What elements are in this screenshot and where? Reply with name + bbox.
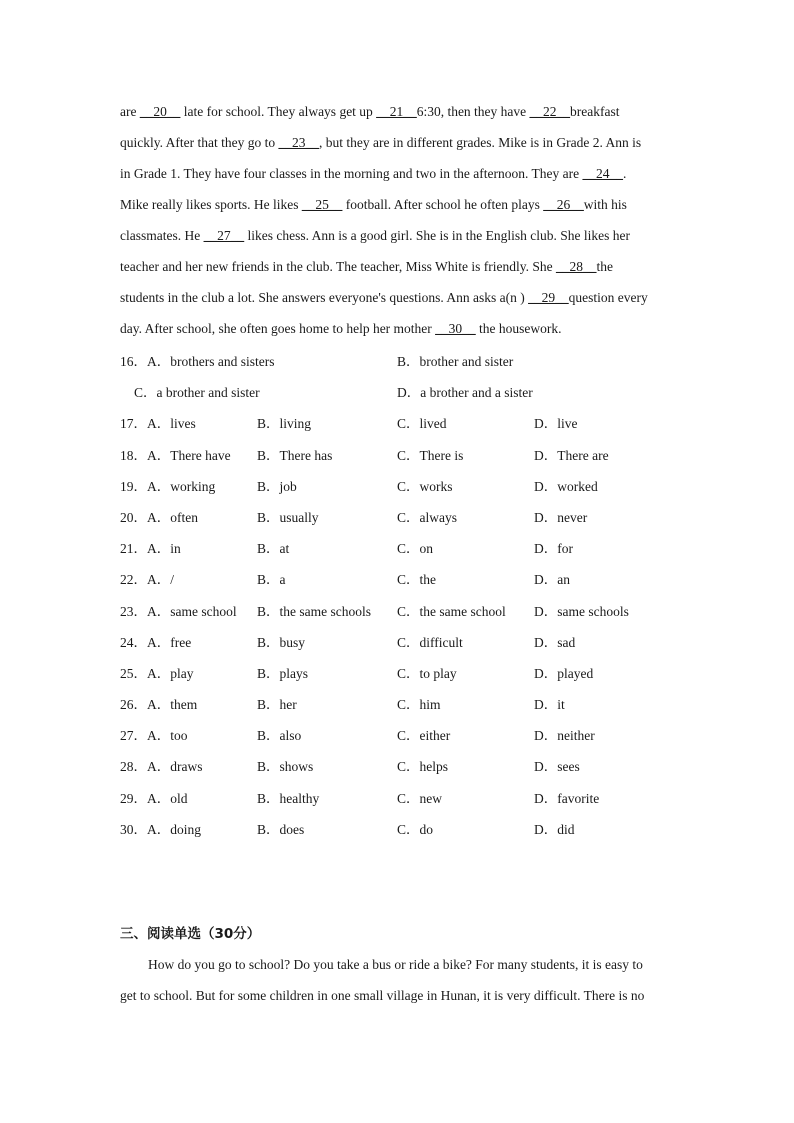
blank-number: __22__ bbox=[529, 104, 571, 119]
option-c: C．on bbox=[397, 541, 434, 557]
question-list bbox=[120, 350, 680, 849]
passage-text: quickly. After that they go to bbox=[120, 135, 279, 150]
question-row bbox=[120, 693, 680, 724]
cloze-passage bbox=[120, 100, 670, 348]
option-a: A．them bbox=[147, 697, 198, 713]
option-d: D．a brother and a sister bbox=[397, 385, 533, 401]
question-row bbox=[120, 475, 680, 506]
passage-text: students in the club a lot. She answers everyone's questions. Ann asks a(n ) bbox=[120, 290, 529, 305]
option-d: D．never bbox=[534, 509, 588, 525]
question-number-and-option-a bbox=[120, 755, 203, 779]
passage-text: breakfast bbox=[570, 104, 620, 119]
question-row bbox=[120, 537, 680, 568]
reading-line: How do you go to school? Do you take a bus or ride a bike? For many students, it is easy to bbox=[148, 957, 643, 972]
option-c: C．There is bbox=[397, 447, 464, 463]
option-c: C．the bbox=[397, 572, 436, 588]
question-number: 30． bbox=[120, 821, 147, 837]
passage-text: in Grade 1. They have four classes in the morning and two in the afternoon. They are bbox=[120, 166, 583, 181]
reading-passage bbox=[120, 953, 670, 1015]
passage-text: likes chess. Ann is a good girl. She is in the English club. She likes her bbox=[244, 228, 630, 243]
passage-line bbox=[120, 131, 670, 162]
option-a: A．doing bbox=[147, 821, 201, 837]
question-row bbox=[120, 818, 680, 849]
passage-line bbox=[120, 100, 670, 131]
passage-text: football. After school he often plays bbox=[342, 197, 544, 212]
passage-text: the housework. bbox=[475, 321, 562, 336]
option-d: D．neither bbox=[534, 728, 595, 744]
question-number-and-option-a bbox=[120, 444, 231, 468]
option-a: A．often bbox=[147, 509, 198, 525]
question-number-and-option-a bbox=[120, 600, 237, 624]
option-d: D．played bbox=[534, 665, 594, 681]
passage-text: late for school. They always get up bbox=[180, 104, 377, 119]
option-c: C．works bbox=[397, 478, 453, 494]
blank-number: __30__ bbox=[435, 321, 476, 336]
passage-line bbox=[120, 255, 670, 286]
question-row bbox=[120, 568, 680, 599]
question-row bbox=[120, 631, 680, 662]
option-a: A．play bbox=[147, 665, 194, 681]
option-c: C．either bbox=[397, 728, 451, 744]
blank-number: __29__ bbox=[528, 290, 569, 305]
passage-line bbox=[120, 317, 670, 348]
passage-text: with his bbox=[583, 197, 627, 212]
passage-text: , but they are in different grades. Mike is in Grade 2. Ann is bbox=[318, 135, 642, 150]
passage-text: are bbox=[120, 104, 140, 119]
question-number: 21． bbox=[120, 541, 147, 557]
question-number-and-option-a bbox=[120, 818, 201, 842]
question-number-and-option-a bbox=[120, 787, 188, 811]
question-number: 23． bbox=[120, 603, 147, 619]
question-row bbox=[120, 787, 680, 818]
passage-line bbox=[120, 193, 670, 224]
question-number: 25． bbox=[120, 665, 147, 681]
option-b: B．brother and sister bbox=[397, 354, 514, 369]
option-d: D．worked bbox=[534, 478, 598, 494]
option-b: B．shows bbox=[257, 759, 314, 775]
passage-line bbox=[120, 162, 670, 193]
question-row bbox=[120, 381, 680, 412]
question-number-and-option-a bbox=[120, 506, 198, 530]
option-d: D．favorite bbox=[534, 790, 600, 806]
option-d: D．did bbox=[534, 821, 575, 837]
passage-text: classmates. He bbox=[120, 228, 204, 243]
option-b: B．her bbox=[257, 697, 297, 713]
blank-number: __28__ bbox=[555, 259, 597, 274]
option-b: B．the same schools bbox=[257, 603, 371, 619]
option-a: A．old bbox=[147, 790, 188, 806]
option-b: B．does bbox=[257, 821, 305, 837]
option-a: A．brothers and sisters bbox=[147, 354, 275, 369]
option-b: B．healthy bbox=[257, 790, 320, 806]
option-d: D．sad bbox=[534, 634, 576, 650]
blank-number: __21__ bbox=[376, 104, 417, 119]
option-a: A．There have bbox=[147, 447, 231, 463]
question-row bbox=[120, 444, 680, 475]
question-number: 27． bbox=[120, 728, 147, 744]
option-c: C．helps bbox=[397, 759, 449, 775]
blank-number: __25__ bbox=[301, 197, 343, 212]
question-row bbox=[120, 724, 680, 755]
option-c: C．a brother and sister bbox=[134, 385, 260, 401]
passage-line bbox=[120, 224, 670, 255]
passage-text: Mike really likes sports. He likes bbox=[120, 197, 302, 212]
option-d: D．live bbox=[534, 416, 578, 432]
question-number-and-option-a bbox=[120, 568, 174, 592]
passage-line bbox=[120, 286, 670, 317]
option-a: A．working bbox=[147, 478, 216, 494]
question-number-and-option-a bbox=[120, 724, 188, 748]
question-row bbox=[120, 662, 680, 693]
passage-text: teacher and her new friends in the club. The teacher, Miss White is friendly. She bbox=[120, 259, 556, 274]
option-c: C．difficult bbox=[397, 634, 463, 650]
option-b: B．job bbox=[257, 478, 297, 494]
question-number-and-option-a bbox=[120, 662, 194, 686]
option-d: D．same schools bbox=[534, 603, 629, 619]
option-b: B．living bbox=[257, 416, 312, 432]
option-a: A．/ bbox=[147, 572, 174, 588]
question-number: 18． bbox=[120, 447, 147, 463]
option-a: A．too bbox=[147, 728, 188, 744]
option-c: C．new bbox=[397, 790, 442, 806]
question-row bbox=[120, 350, 680, 381]
option-b: B．also bbox=[257, 728, 302, 744]
blank-number: __26__ bbox=[543, 197, 584, 212]
question-row bbox=[120, 412, 680, 443]
passage-text: question every bbox=[568, 290, 648, 305]
passage-text: day. After school, she often goes home to help her mother bbox=[120, 321, 436, 336]
option-c: C．the same school bbox=[397, 603, 506, 619]
question-number: 29． bbox=[120, 790, 147, 806]
option-b: B．a bbox=[257, 572, 286, 588]
option-c: C．to play bbox=[397, 665, 457, 681]
blank-number: __24__ bbox=[582, 166, 623, 181]
question-number: 26． bbox=[120, 697, 147, 713]
option-a: A．in bbox=[147, 541, 181, 557]
option-d: D．sees bbox=[534, 759, 580, 775]
option-b: B．There has bbox=[257, 447, 333, 463]
passage-text: the bbox=[596, 259, 613, 274]
question-number-and-option-a bbox=[120, 350, 274, 374]
blank-number: __20__ bbox=[139, 104, 181, 119]
option-a: A．lives bbox=[147, 416, 196, 432]
option-a: A．same school bbox=[147, 603, 237, 619]
option-c: C．always bbox=[397, 509, 457, 525]
question-number: 19． bbox=[120, 478, 147, 494]
question-row bbox=[120, 506, 680, 537]
section-title: 三、阅读单选（30分） bbox=[120, 926, 261, 942]
question-number-and-option-a bbox=[120, 631, 191, 655]
question-row bbox=[120, 755, 680, 786]
question-number-and-option-a bbox=[120, 412, 196, 436]
question-number: 16． bbox=[120, 354, 147, 369]
option-d: D．for bbox=[534, 541, 573, 557]
option-c: C．do bbox=[397, 821, 434, 837]
option-b: B．busy bbox=[257, 634, 306, 650]
option-c: C．him bbox=[397, 697, 441, 713]
option-d: D．it bbox=[534, 697, 565, 713]
question-number-and-option-a bbox=[120, 537, 181, 561]
question-number: 17． bbox=[120, 416, 147, 432]
question-number: 24． bbox=[120, 634, 147, 650]
option-a: A．free bbox=[147, 634, 192, 650]
question-number: 20． bbox=[120, 509, 147, 525]
option-b: B．usually bbox=[257, 509, 319, 525]
option-a: A．draws bbox=[147, 759, 203, 775]
option-d: D．an bbox=[534, 572, 570, 588]
reading-line: get to school. But for some children in one small village in Hunan, it is very difficult. There is no bbox=[120, 988, 645, 1003]
question-number: 28． bbox=[120, 759, 147, 775]
blank-number: __23__ bbox=[278, 135, 319, 150]
option-c: C．lived bbox=[397, 416, 447, 432]
passage-text: . bbox=[623, 166, 627, 181]
question-number: 22． bbox=[120, 572, 147, 588]
passage-text: 6:30, then they have bbox=[416, 104, 530, 119]
option-d: D．There are bbox=[534, 447, 609, 463]
question-row bbox=[120, 600, 680, 631]
blank-number: __27__ bbox=[203, 228, 245, 243]
question-number-and-option-a bbox=[120, 693, 197, 717]
option-b: B．at bbox=[257, 541, 290, 557]
option-b: B．plays bbox=[257, 665, 309, 681]
question-number-and-option-a bbox=[120, 475, 215, 499]
